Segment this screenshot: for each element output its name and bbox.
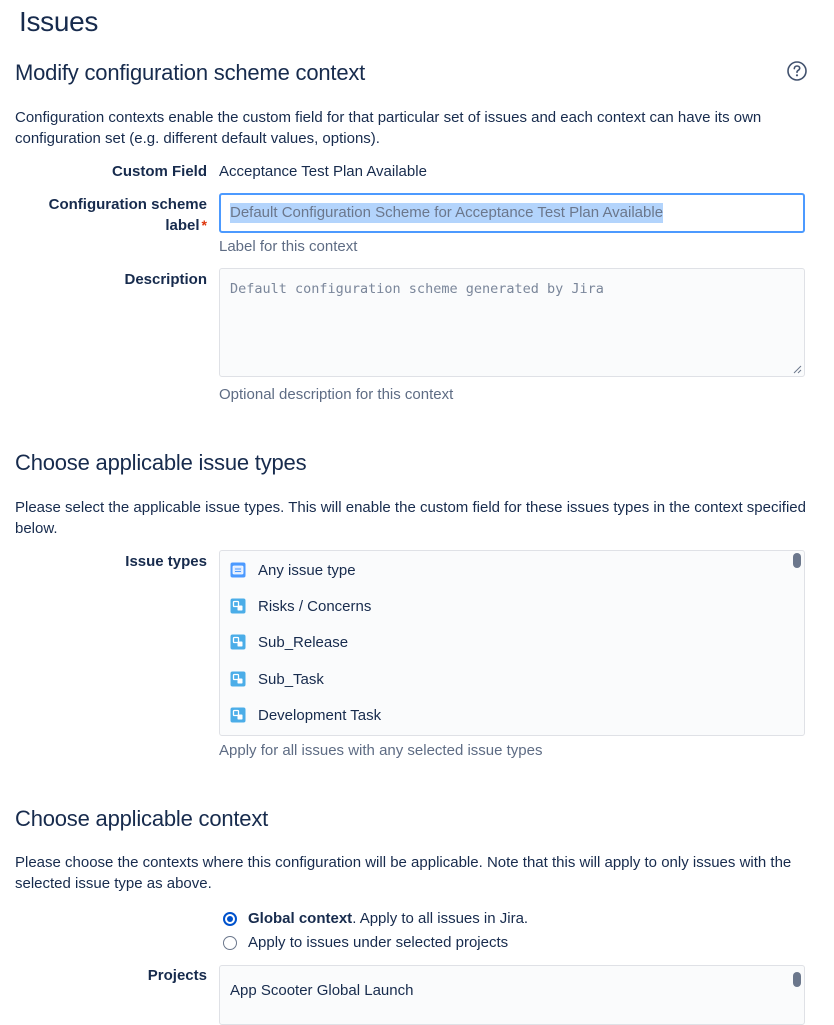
issue-types-scrollbar[interactable] (793, 553, 801, 568)
issue-types-section-title: Choose applicable issue types (15, 450, 307, 475)
context-section-title: Choose applicable context (15, 806, 269, 831)
page-title: Issues (19, 6, 99, 37)
issue-type-option[interactable] (230, 631, 348, 653)
description-hint: Optional description for this context (219, 386, 454, 403)
context-intro-text: Please choose the contexts where this configuration will be applicable. Note that this will apply to only issues with the selected issue type as above. (15, 854, 792, 892)
issue-type-option[interactable] (230, 704, 381, 726)
issue-type-label: Risks / Concerns (258, 597, 372, 615)
any-issue-type-icon (230, 562, 246, 578)
scheme-label-input[interactable] (219, 193, 805, 233)
projects-scrollbar[interactable] (793, 972, 801, 987)
selected-projects-label: Apply to issues under selected projects (248, 934, 509, 951)
modify-context-title: Modify configuration scheme context (15, 60, 366, 85)
scheme-label-hint: Label for this context (219, 238, 358, 255)
custom-field-label: Custom Field (111, 163, 207, 180)
scheme-label-line1: Configuration scheme (48, 196, 207, 213)
projects-label: Projects (147, 967, 207, 984)
global-context-radio[interactable] (223, 912, 237, 926)
global-context-desc: . Apply to all issues in Jira. (352, 910, 529, 927)
project-label: App Scooter Global Launch (230, 981, 414, 999)
description-textarea[interactable] (219, 268, 805, 377)
global-context-bold: Global context (248, 910, 353, 927)
modify-intro-text: Configuration contexts enable the custom field for that particular set of issues and each context can have its own configuration set (e.g. different default values, options). (15, 109, 762, 147)
issue-type-label: Development Task (258, 706, 382, 724)
subtask-icon (230, 671, 246, 687)
selected-projects-radio-option[interactable] (223, 932, 508, 953)
issue-types-listbox[interactable] (219, 550, 805, 736)
scheme-label-label (49, 194, 207, 236)
projects-listbox[interactable] (219, 965, 805, 1025)
issue-type-label: Any issue type (258, 561, 356, 579)
custom-field-value: Acceptance Test Plan Available (219, 163, 427, 180)
issue-type-label: Sub_Release (258, 633, 349, 651)
question-circle-icon[interactable] (786, 60, 808, 82)
subtask-icon (230, 634, 246, 650)
issue-types-label: Issue types (125, 553, 207, 570)
required-indicator: * (201, 217, 207, 233)
issue-types-hint: Apply for all issues with any selected issue types (219, 742, 543, 759)
resize-handle-icon[interactable] (792, 364, 802, 374)
issue-type-option[interactable] (230, 595, 371, 617)
issue-type-option[interactable] (230, 559, 356, 581)
global-context-radio-option[interactable] (223, 908, 528, 929)
global-context-label (248, 908, 528, 929)
scheme-label-input-value: Default Configuration Scheme for Acceptance Test Plan Available (230, 204, 664, 221)
issue-type-option[interactable] (230, 668, 324, 690)
description-label: Description (124, 271, 207, 288)
issue-type-label: Sub_Task (258, 670, 324, 688)
description-textarea-value: Default configuration scheme generated by Jira (230, 281, 604, 297)
issue-types-intro-text: Please select the applicable issue types. This will enable the custom field for these issues types in the context specified below. (15, 499, 806, 537)
selected-projects-radio[interactable] (223, 936, 237, 950)
subtask-icon (230, 707, 246, 723)
subtask-icon (230, 598, 246, 614)
scheme-label-line2: label (165, 217, 200, 234)
